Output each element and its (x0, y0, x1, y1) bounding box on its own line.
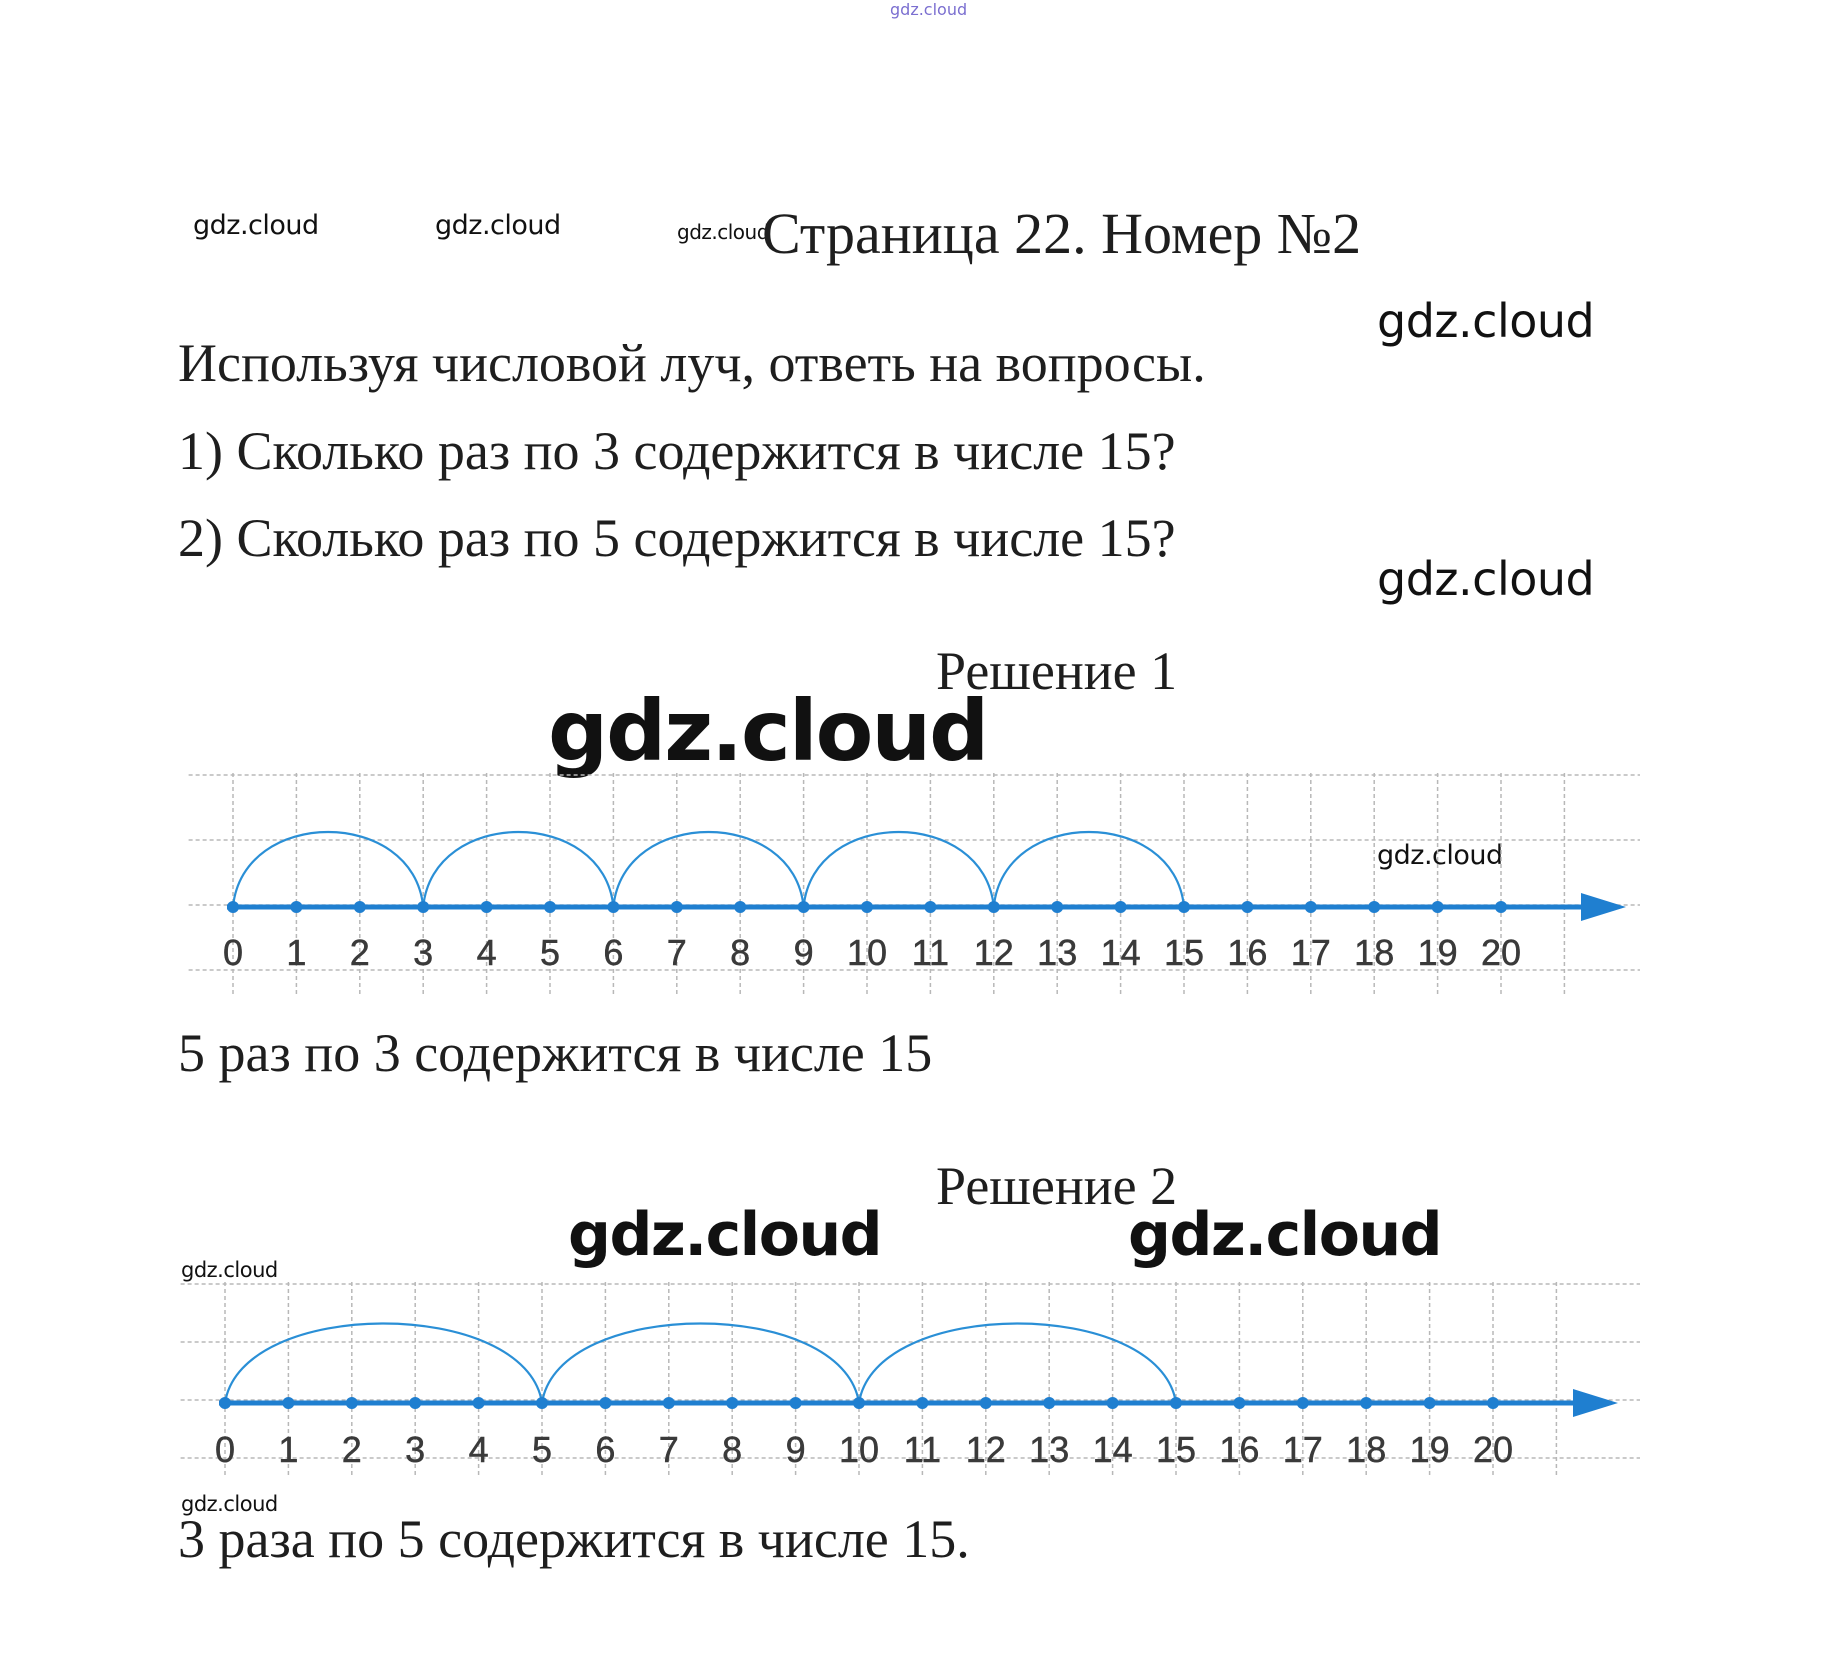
number-line-2 (180, 1272, 1640, 1492)
nl2-point (916, 1397, 928, 1409)
nl2-tick-label: 12 (965, 1429, 1006, 1470)
nl1-point (1305, 901, 1317, 913)
nl2-jump-arc (542, 1324, 859, 1404)
nl2-tick-label: 6 (595, 1429, 616, 1470)
nl1-tick-label: 19 (1417, 932, 1458, 973)
watermark: gdz.cloud (1377, 840, 1503, 871)
page-title: Страница 22. Номер №2 (762, 201, 1362, 266)
nl2-tick-label: 5 (531, 1429, 553, 1470)
nl2-tick-label: 16 (1219, 1429, 1260, 1470)
nl2-point (663, 1397, 675, 1409)
nl1-tick-label: 8 (730, 932, 751, 973)
nl2-point (1233, 1397, 1245, 1409)
nl1-point (1368, 901, 1380, 913)
nl1-tick-label: 2 (349, 932, 370, 973)
nl1-point (988, 901, 1000, 913)
nl2-tick-label: 11 (903, 1429, 942, 1470)
nl1-tick-label: 0 (222, 932, 244, 973)
nl1-point (671, 901, 683, 913)
nl2-tick-label: 15 (1155, 1429, 1197, 1470)
watermark: gdz.cloud (548, 682, 988, 780)
nl1-jump-arc (804, 832, 994, 907)
nl2-point (346, 1397, 358, 1409)
nl1-tick-label: 16 (1227, 932, 1268, 973)
nl2-arrow-head (1573, 1389, 1618, 1417)
nl1-tick-label: 9 (793, 932, 814, 973)
solution-1-title: Решение 1 (936, 641, 1178, 701)
nl2-point (473, 1397, 485, 1409)
nl2-point (1424, 1397, 1436, 1409)
nl1-tick-label: 10 (846, 932, 888, 973)
nl1-point (354, 901, 366, 913)
watermark: gdz.cloud (435, 210, 561, 241)
nl2-tick-label: 8 (722, 1429, 743, 1470)
nl1-tick-label: 4 (476, 932, 497, 973)
nl2-tick-label: 3 (405, 1429, 426, 1470)
number-line-1 (180, 765, 1640, 1005)
nl1-point (481, 901, 493, 913)
nl2-point (1487, 1397, 1499, 1409)
nl1-tick-label: 13 (1037, 932, 1078, 973)
nl1-point (607, 901, 619, 913)
nl2-point (1043, 1397, 1055, 1409)
solution-2-answer: 3 раза по 5 содержится в числе 15. (178, 1509, 970, 1569)
nl1-tick-label: 6 (603, 932, 624, 973)
nl2-tick-label: 1 (278, 1429, 299, 1470)
nl1-point (1115, 901, 1127, 913)
nl1-point (734, 901, 746, 913)
watermark: gdz.cloud (1128, 1200, 1442, 1270)
nl1-tick-label: 12 (973, 932, 1014, 973)
nl1-point (798, 901, 810, 913)
nl2-tick-label: 17 (1282, 1429, 1323, 1470)
nl1-jump-arc (613, 832, 803, 907)
nl1-point (227, 901, 239, 913)
nl2-point (219, 1397, 231, 1409)
nl1-jump-arc (994, 832, 1184, 907)
nl1-point (417, 901, 429, 913)
question-2: 2) Сколько раз по 5 содержится в числе 15? (178, 508, 1176, 568)
nl1-tick-label: 17 (1290, 932, 1331, 973)
nl1-point (1495, 901, 1507, 913)
nl1-point (1178, 901, 1190, 913)
nl1-jump-arc (423, 832, 613, 907)
nl2-tick-label: 2 (341, 1429, 362, 1470)
nl2-point (282, 1397, 294, 1409)
question-1: 1) Сколько раз по 3 содержится в числе 15? (178, 421, 1176, 481)
nl1-tick-label: 14 (1100, 932, 1141, 973)
nl2-tick-label: 0 (214, 1429, 236, 1470)
watermark: gdz.cloud (677, 220, 769, 244)
nl1-point (290, 901, 302, 913)
nl2-point (726, 1397, 738, 1409)
nl2-point (1360, 1397, 1372, 1409)
solution-1-answer: 5 раз по 3 содержится в числе 15 (178, 1023, 933, 1083)
nl1-point (924, 901, 936, 913)
watermark-top: gdz.cloud (890, 0, 968, 19)
watermark: gdz.cloud (568, 1200, 882, 1270)
nl1-point (1051, 901, 1063, 913)
nl2-tick-label: 4 (468, 1429, 489, 1470)
nl2-tick-label: 9 (785, 1429, 806, 1470)
nl2-point (409, 1397, 421, 1409)
nl2-point (536, 1397, 548, 1409)
nl2-tick-label: 10 (838, 1429, 880, 1470)
nl2-point (980, 1397, 992, 1409)
nl2-point (599, 1397, 611, 1409)
nl1-tick-label: 1 (286, 932, 307, 973)
nl2-tick-label: 7 (658, 1429, 679, 1470)
solution-2-title: Решение 2 (936, 1156, 1178, 1216)
nl1-tick-label: 18 (1354, 932, 1395, 973)
nl2-tick-label: 20 (1472, 1429, 1514, 1470)
nl1-arrow-head (1581, 893, 1626, 921)
watermark: gdz.cloud (181, 1258, 278, 1282)
nl2-jump-arc (859, 1324, 1176, 1404)
nl1-jump-arc (233, 832, 423, 907)
nl1-tick-label: 5 (539, 932, 561, 973)
watermark: gdz.cloud (193, 210, 319, 241)
watermark: gdz.cloud (1377, 552, 1595, 606)
nl1-point (861, 901, 873, 913)
nl1-tick-label: 15 (1163, 932, 1205, 973)
watermark: gdz.cloud (1377, 294, 1595, 348)
nl2-tick-label: 14 (1092, 1429, 1133, 1470)
task-intro: Используя числовой луч, ответь на вопросы. (178, 333, 1206, 393)
nl1-tick-label: 7 (666, 932, 687, 973)
nl2-point (790, 1397, 802, 1409)
nl2-point (853, 1397, 865, 1409)
nl1-point (544, 901, 556, 913)
nl2-tick-label: 13 (1029, 1429, 1070, 1470)
nl1-point (1241, 901, 1253, 913)
nl2-point (1297, 1397, 1309, 1409)
watermark: gdz.cloud (181, 1492, 278, 1516)
nl1-tick-label: 11 (911, 932, 950, 973)
nl2-point (1107, 1397, 1119, 1409)
nl1-tick-label: 20 (1480, 932, 1522, 973)
nl2-point (1170, 1397, 1182, 1409)
nl1-point (1432, 901, 1444, 913)
nl1-tick-label: 3 (413, 932, 434, 973)
nl2-tick-label: 18 (1346, 1429, 1387, 1470)
nl2-tick-label: 19 (1409, 1429, 1450, 1470)
nl2-jump-arc (225, 1324, 542, 1404)
